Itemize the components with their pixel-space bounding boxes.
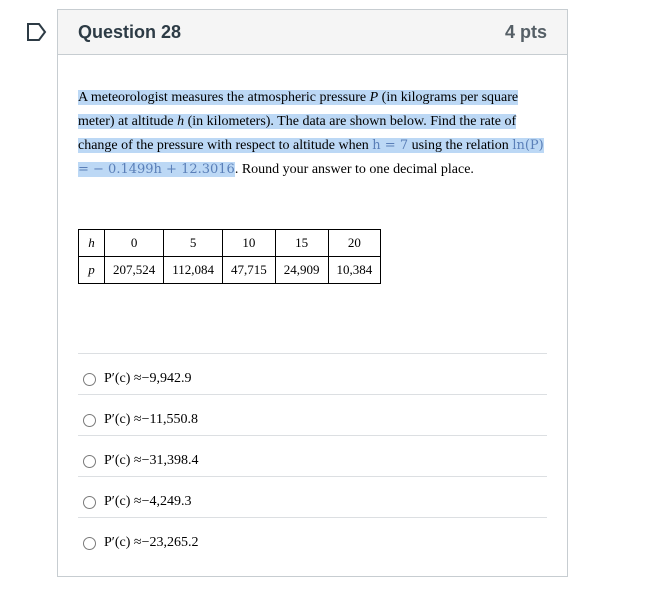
data-table: [78, 229, 381, 284]
answer-label: P′(c) ≈−31,398.4: [104, 453, 199, 468]
table-cell: 15: [275, 230, 328, 257]
answer-label: P′(c) ≈−9,942.9: [104, 371, 192, 386]
text-part-3: (in kilometers). The data are shown below. Find the rate of change of the pressure with respect to altitude when: [78, 114, 517, 153]
table-cell: 5: [164, 230, 223, 257]
answer-option-4[interactable]: [78, 476, 547, 517]
answer-option-1[interactable]: [78, 353, 547, 394]
question-title: Question 28: [78, 21, 182, 42]
text-part-1: A meteorologist measures the atmospheric pressure: [78, 90, 370, 105]
table-cell: 24,909: [275, 257, 328, 284]
table-row-label-p: p: [79, 257, 105, 284]
text-part-4: using the relation: [408, 138, 513, 153]
question-text: [78, 86, 548, 182]
table-row-h: [79, 230, 381, 257]
table-cell: 47,715: [223, 257, 276, 284]
answer-list: [78, 353, 547, 558]
table-cell: 20: [328, 230, 381, 257]
text-part-2: (in kilograms per square meter) at altitude: [78, 90, 519, 129]
radio-button[interactable]: [83, 414, 96, 427]
text-part-5: . Round your answer to one decimal place.: [234, 162, 474, 177]
table-cell: 10: [223, 230, 276, 257]
table-cell: 10,384: [328, 257, 381, 284]
answer-label: P′(c) ≈−11,550.8: [104, 412, 198, 427]
question-points: 4 pts: [504, 21, 547, 42]
math-relation: ln(P) = − 0.1499h + 12.3016: [78, 138, 544, 177]
var-h: h: [177, 114, 185, 129]
answer-option-3[interactable]: [78, 435, 547, 476]
var-p: P: [369, 90, 379, 105]
table-cell: 112,084: [164, 257, 223, 284]
radio-button[interactable]: [83, 537, 96, 550]
question-card: [57, 9, 568, 577]
answer-label: P′(c) ≈−23,265.2: [104, 535, 199, 550]
table-cell: 207,524: [105, 257, 164, 284]
answer-label: P′(c) ≈−4,249.3: [104, 494, 192, 509]
answer-option-2[interactable]: [78, 394, 547, 435]
radio-button[interactable]: [83, 373, 96, 386]
table-row-label-h: h: [79, 230, 105, 257]
table-row-p: [79, 257, 381, 284]
question-header: [58, 10, 567, 55]
answer-option-5[interactable]: [78, 517, 547, 558]
table-cell: 0: [105, 230, 164, 257]
bookmark-flag-icon[interactable]: [26, 22, 48, 42]
radio-button[interactable]: [83, 455, 96, 468]
math-h-value: h = 7: [372, 138, 409, 153]
radio-button[interactable]: [83, 496, 96, 509]
